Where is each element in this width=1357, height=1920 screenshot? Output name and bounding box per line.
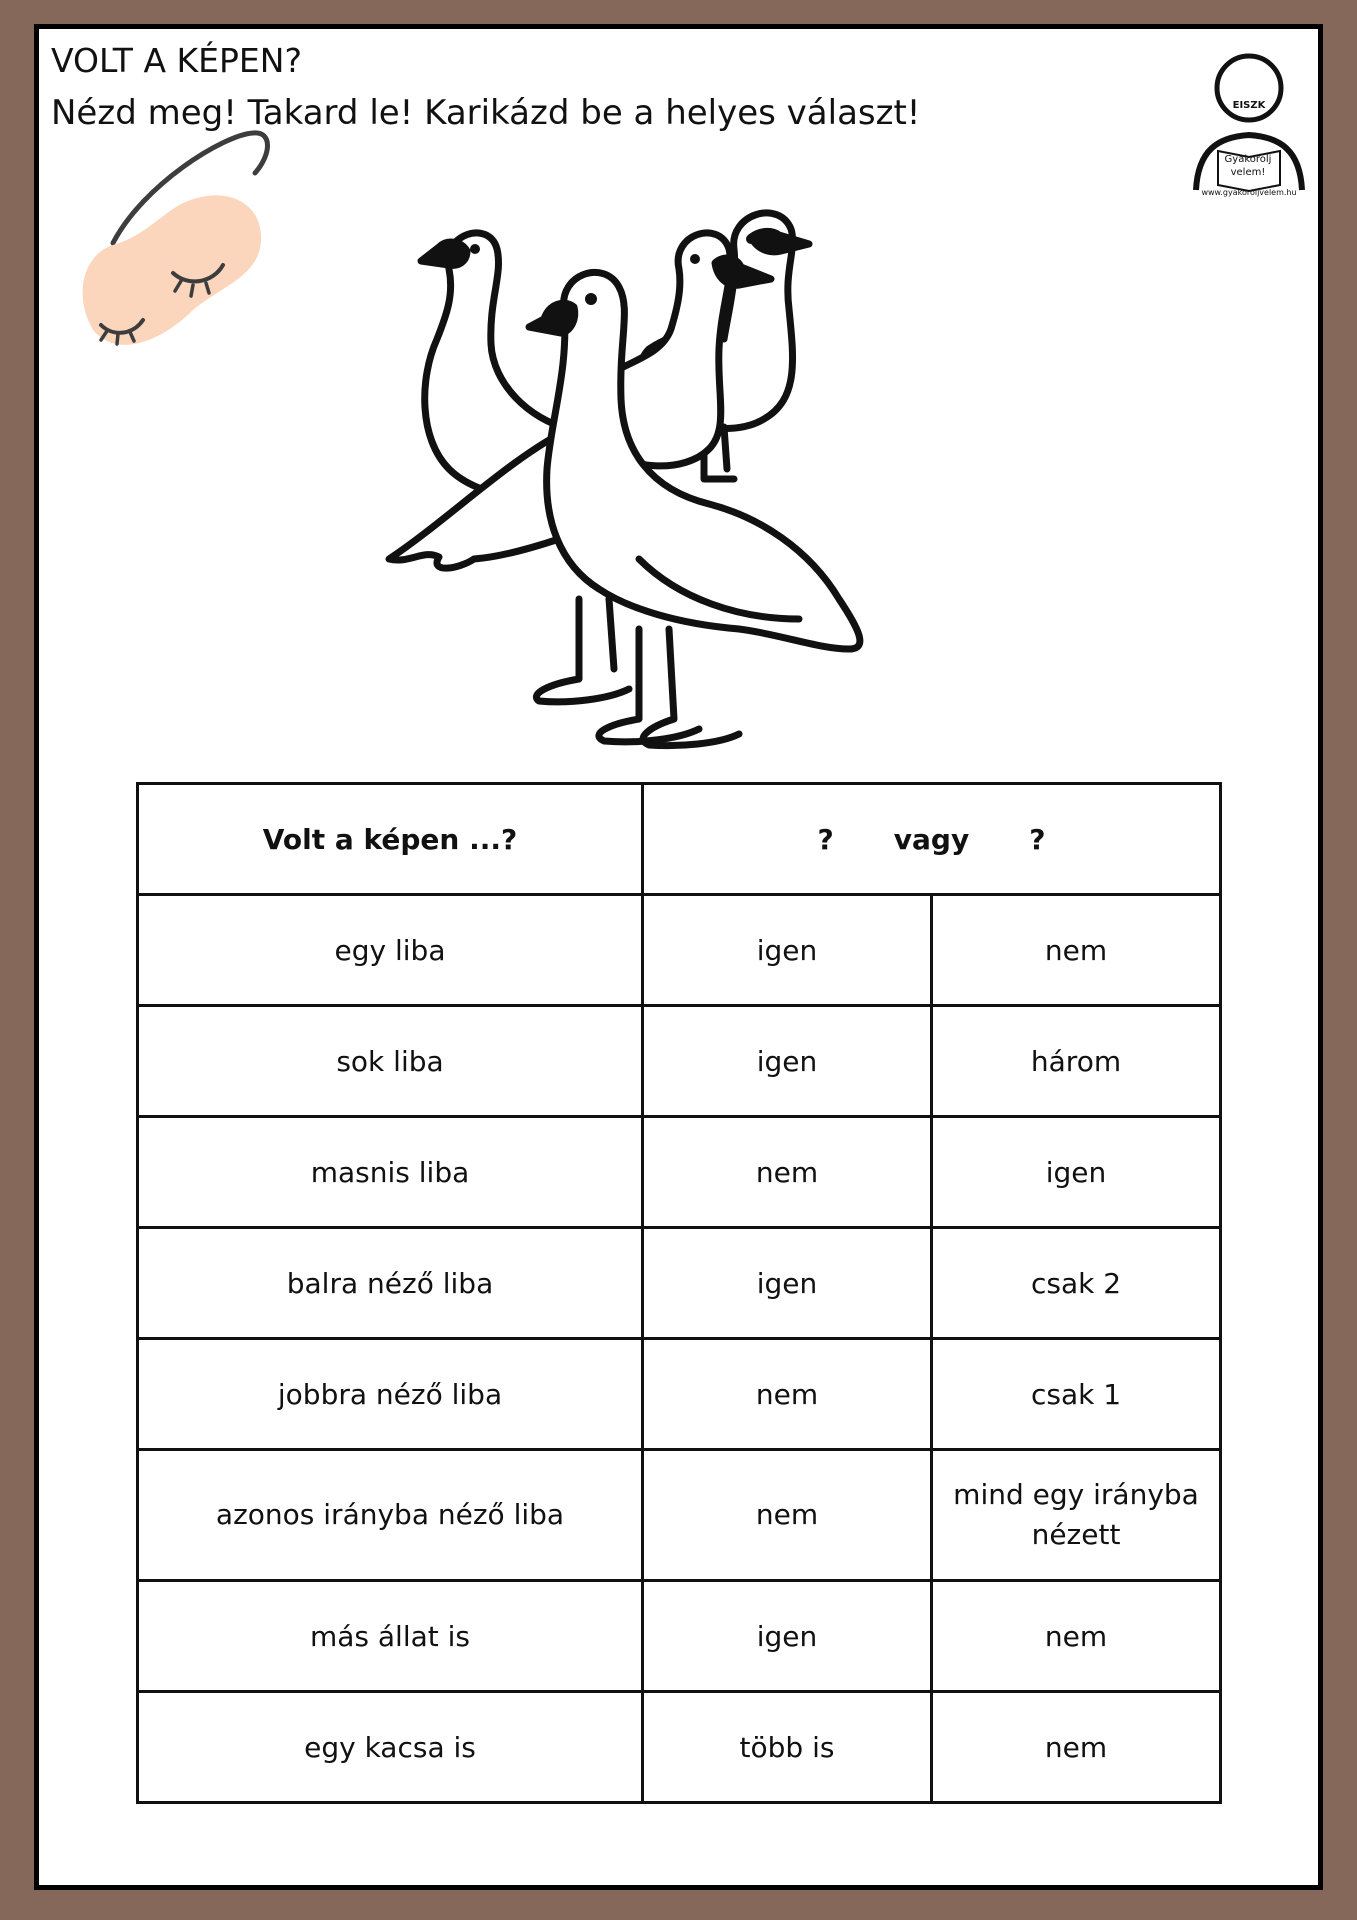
answer-option-b[interactable]: mind egy irányba nézett: [932, 1450, 1221, 1581]
answer-option-b[interactable]: csak 2: [932, 1228, 1221, 1339]
answer-option-b[interactable]: három: [932, 1006, 1221, 1117]
eiszk-logo-icon: [1188, 45, 1310, 205]
logo-line1: Gyakorolj: [1224, 154, 1272, 165]
logo-line2: velem!: [1230, 167, 1266, 178]
answer-option-b[interactable]: nem: [932, 1692, 1221, 1803]
header-q2: ?: [1029, 822, 1046, 856]
header-q1: ?: [817, 822, 834, 856]
answer-option-a[interactable]: nem: [643, 1117, 932, 1228]
row-item: egy liba: [138, 895, 643, 1006]
row-item: azonos irányba néző liba: [138, 1450, 643, 1581]
header-options: [643, 784, 1221, 895]
table-row: [138, 1450, 1221, 1581]
worksheet-page: [34, 24, 1323, 1890]
table-header-row: [138, 784, 1221, 895]
row-item: balra néző liba: [138, 1228, 643, 1339]
answer-option-a[interactable]: igen: [643, 1581, 932, 1692]
table-row: [138, 895, 1221, 1006]
row-item: jobbra néző liba: [138, 1339, 643, 1450]
answer-table: [136, 782, 1222, 1804]
answer-option-b[interactable]: nem: [932, 895, 1221, 1006]
logo-slogan: [1223, 153, 1273, 179]
logo-url: www.gyakoroljvelem.hu: [1201, 188, 1297, 197]
table-row: [138, 1006, 1221, 1117]
page-title: VOLT A KÉPEN?: [51, 41, 302, 80]
table-row: [138, 1581, 1221, 1692]
row-item: egy kacsa is: [138, 1692, 643, 1803]
answer-option-a[interactable]: nem: [643, 1339, 932, 1450]
header-question: Volt a képen ...?: [138, 784, 643, 895]
answer-option-a[interactable]: igen: [643, 1006, 932, 1117]
header-or: vagy: [893, 822, 970, 856]
table-row: [138, 1692, 1221, 1803]
answer-option-a[interactable]: több is: [643, 1692, 932, 1803]
answer-option-a[interactable]: nem: [643, 1450, 932, 1581]
row-item: masnis liba: [138, 1117, 643, 1228]
answer-option-a[interactable]: igen: [643, 1228, 932, 1339]
instructions: Nézd meg! Takard le! Karikázd be a helyes választ!: [51, 93, 921, 133]
answer-option-a[interactable]: igen: [643, 895, 932, 1006]
geese-illustration: [379, 179, 1019, 799]
logo-top-text: EISZK: [1232, 100, 1266, 111]
answer-option-b[interactable]: igen: [932, 1117, 1221, 1228]
sleep-mask-icon: [73, 125, 293, 355]
answer-option-b[interactable]: nem: [932, 1581, 1221, 1692]
answer-option-b[interactable]: csak 1: [932, 1339, 1221, 1450]
row-item: sok liba: [138, 1006, 643, 1117]
table-row: [138, 1228, 1221, 1339]
row-item: más állat is: [138, 1581, 643, 1692]
table-row: [138, 1117, 1221, 1228]
table-row: [138, 1339, 1221, 1450]
